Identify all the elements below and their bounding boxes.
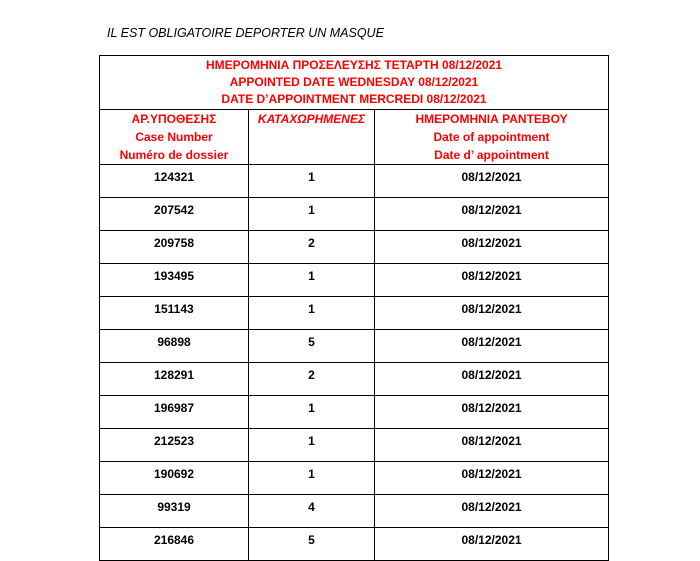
case-number-cell: 207542 (100, 198, 249, 231)
count-cell: 1 (249, 198, 375, 231)
column-header-registered: ΚΑΤΑΧΩΡΗΜΕΝΕΣ (249, 110, 375, 165)
column-header-case-number: ΑΡ.ΥΠΟΘΕΣΗΣ Case Number Numéro de dossier (100, 110, 249, 165)
date-cell: 08/12/2021 (375, 462, 609, 495)
count-cell: 1 (249, 165, 375, 198)
count-cell: 2 (249, 363, 375, 396)
column-header-appointment-date: ΗΜΕΡΟΜΗΝΙΑ ΡΑΝΤΕΒΟΥ Date of appointment Date d’ appointment (375, 110, 609, 165)
date-cell: 08/12/2021 (375, 528, 609, 561)
table-row (100, 198, 609, 231)
count-cell: 5 (249, 528, 375, 561)
date-cell: 08/12/2021 (375, 297, 609, 330)
table-row (100, 429, 609, 462)
column-header-row (100, 110, 609, 165)
table-row (100, 297, 609, 330)
case-number-cell: 99319 (100, 495, 249, 528)
case-number-cell: 216846 (100, 528, 249, 561)
date-cell: 08/12/2021 (375, 495, 609, 528)
count-cell: 1 (249, 462, 375, 495)
date-cell: 08/12/2021 (375, 198, 609, 231)
table-row (100, 264, 609, 297)
table-row (100, 495, 609, 528)
count-cell: 5 (249, 330, 375, 363)
case-number-cell: 151143 (100, 297, 249, 330)
count-cell: 2 (249, 231, 375, 264)
case-number-cell: 96898 (100, 330, 249, 363)
banner-row (100, 56, 609, 110)
date-cell: 08/12/2021 (375, 363, 609, 396)
appointment-date-banner (100, 56, 609, 110)
case-number-cell: 212523 (100, 429, 249, 462)
date-cell: 08/12/2021 (375, 165, 609, 198)
case-number-cell: 124321 (100, 165, 249, 198)
table-row (100, 528, 609, 561)
appointment-table (99, 55, 609, 561)
banner-line-english: APPOINTED DATE WEDNESDAY 08/12/2021 (229, 75, 479, 89)
banner-line-greek: ΗΜΕΡΟΜΗΝΙΑ ΠΡΟΣΕΛΕΥΣΗΣ ΤΕΤΑΡΤΗ 08/12/2021 (205, 58, 503, 72)
case-number-cell: 209758 (100, 231, 249, 264)
case-number-cell: 193495 (100, 264, 249, 297)
case-number-cell: 196987 (100, 396, 249, 429)
case-number-cell: 190692 (100, 462, 249, 495)
table-row (100, 363, 609, 396)
date-cell: 08/12/2021 (375, 330, 609, 363)
count-cell: 1 (249, 396, 375, 429)
count-cell: 1 (249, 429, 375, 462)
count-cell: 1 (249, 297, 375, 330)
date-cell: 08/12/2021 (375, 429, 609, 462)
date-cell: 08/12/2021 (375, 264, 609, 297)
table-row (100, 165, 609, 198)
count-cell: 1 (249, 264, 375, 297)
count-cell: 4 (249, 495, 375, 528)
table-row (100, 231, 609, 264)
mask-notice: IL EST OBLIGATOIRE DEPORTER UN MASQUE (107, 26, 384, 40)
table-row (100, 462, 609, 495)
banner-line-french: DATE D’APPOINTMENT MERCREDI 08/12/2021 (221, 92, 487, 106)
case-number-cell: 128291 (100, 363, 249, 396)
date-cell: 08/12/2021 (375, 396, 609, 429)
date-cell: 08/12/2021 (375, 231, 609, 264)
table-row (100, 330, 609, 363)
table-row (100, 396, 609, 429)
